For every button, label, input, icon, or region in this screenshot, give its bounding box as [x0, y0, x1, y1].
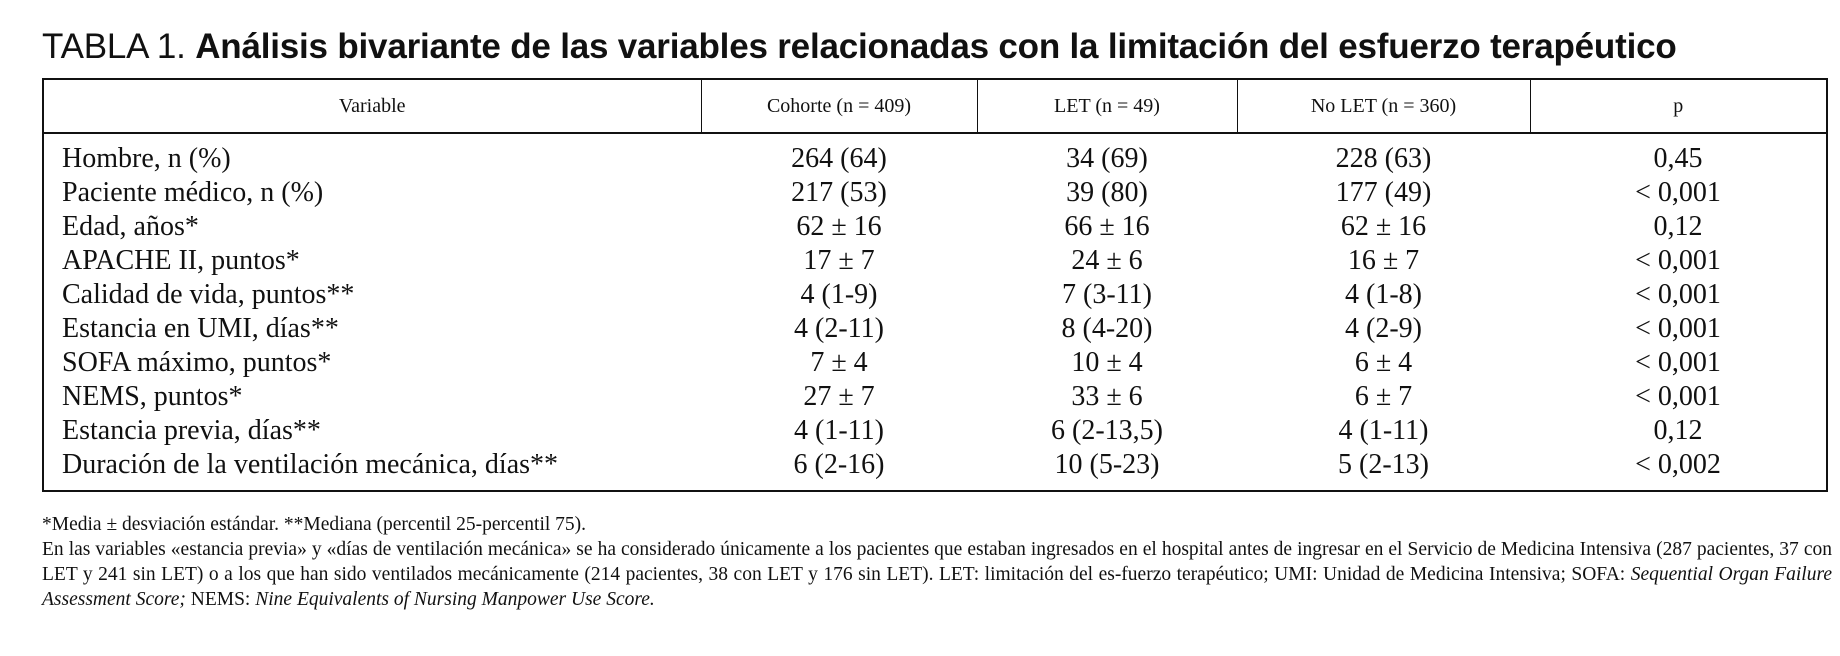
cell-p: < 0,001 [1635, 313, 1721, 344]
cell-p: < 0,001 [1635, 245, 1721, 276]
cell-let: 10 ± 4 [1071, 347, 1143, 378]
cell-p: 0,45 [1653, 143, 1703, 174]
document-page [42, 22, 1832, 612]
cell-cohorte: 217 (53) [791, 177, 887, 208]
cell-p: < 0,001 [1635, 347, 1721, 378]
cell-cohorte: 62 ± 16 [796, 211, 882, 242]
cell-let: 7 (3-11) [1062, 279, 1152, 310]
cell-variable: Duración de la ventilación mecánica, días** [62, 449, 559, 480]
header-cohorte: Cohorte (n = 409) [701, 80, 977, 133]
cell-let: 10 (5-23) [1054, 449, 1160, 480]
cell-no-let: 4 (1-8) [1345, 279, 1422, 310]
cell-cohorte: 17 ± 7 [803, 245, 875, 276]
cell-variable: Hombre, n (%) [62, 143, 231, 174]
cell-variable: Edad, años* [62, 211, 199, 242]
table-row [44, 210, 1826, 244]
table-title: Análisis bivariante de las variables relacionadas con la limitación del esfuerzo terapéutico [195, 27, 1677, 66]
header-row [44, 80, 1826, 133]
cell-no-let: 6 ± 7 [1354, 381, 1413, 412]
footnote-nems-term: Nine Equivalents of Nursing Manpower Use Score. [255, 589, 655, 610]
footnote-sofa-term: Sequential Organ Failure Assessment Score; [42, 564, 1832, 610]
cell-variable: Paciente médico, n (%) [62, 177, 324, 208]
table-footnotes [42, 512, 1832, 612]
table-caption [42, 22, 1828, 72]
cell-variable: Calidad de vida, puntos** [62, 279, 355, 310]
cell-no-let: 4 (2-9) [1345, 313, 1422, 344]
table-row [44, 414, 1826, 448]
cell-p: 0,12 [1653, 415, 1703, 446]
cell-let: 66 ± 16 [1064, 211, 1150, 242]
cell-variable: Estancia en UMI, días** [62, 313, 339, 344]
cell-cohorte: 4 (2-11) [794, 313, 884, 344]
footnote-text: En las variables «estancia previa» y «días de ventilación mecánica» se ha considerado únicamente a los pacientes que estaban ingresados en el hospital antes de ingresar en el Servicio de Medicina Intensiva (287 pacientes, 37 con LET y 241 sin LET) o a los que han sido ventilados mecánicamente (214 pacientes, 38 con LET y 176 sin LET). LET: limitación del es-fuerzo terapéutico; UMI: Unidad de Medicina Intensiva; SOFA: [42, 539, 1832, 585]
cell-cohorte: 264 (64) [791, 143, 887, 174]
cell-cohorte: 4 (1-9) [800, 279, 878, 310]
table-number-label: TABLA 1. [42, 27, 186, 66]
cell-let: 33 ± 6 [1071, 381, 1143, 412]
cell-no-let: 177 (49) [1335, 177, 1432, 208]
cell-let: 24 ± 6 [1071, 245, 1143, 276]
cell-no-let: 228 (63) [1335, 143, 1432, 174]
cell-cohorte: 27 ± 7 [803, 381, 875, 412]
cell-cohorte: 6 (2-16) [793, 449, 885, 480]
cell-p: < 0,001 [1635, 177, 1721, 208]
table-row [44, 380, 1826, 414]
table-row [44, 133, 1826, 176]
cell-cohorte: 7 ± 4 [810, 347, 868, 378]
table-row [44, 448, 1826, 490]
cell-let: 8 (4-20) [1061, 313, 1153, 344]
footnote-explanation [42, 537, 1832, 612]
cell-let: 34 (69) [1066, 143, 1148, 174]
table-row [44, 176, 1826, 210]
cell-variable: SOFA máximo, puntos* [62, 347, 332, 378]
header-let: LET (n = 49) [977, 80, 1237, 133]
data-table [44, 80, 1826, 490]
cell-no-let: 6 ± 4 [1354, 347, 1413, 378]
table-row [44, 346, 1826, 380]
header-p: p [1530, 80, 1826, 133]
cell-p: 0,12 [1653, 211, 1703, 242]
table-row [44, 278, 1826, 312]
footnote-statistics: *Media ± desviación estándar. **Mediana (percentil 25-percentil 75). [42, 514, 587, 535]
cell-no-let: 16 ± 7 [1347, 245, 1420, 276]
cell-no-let: 4 (1-11) [1338, 415, 1429, 446]
table-row [44, 312, 1826, 346]
table-row [44, 244, 1826, 278]
cell-variable: APACHE II, puntos* [62, 245, 300, 276]
cell-let: 39 (80) [1066, 177, 1148, 208]
cell-p: < 0,001 [1635, 279, 1721, 310]
table-frame [42, 78, 1828, 492]
cell-p: < 0,001 [1635, 381, 1721, 412]
header-no-let: No LET (n = 360) [1237, 80, 1530, 133]
cell-no-let: 62 ± 16 [1340, 211, 1427, 242]
header-variable: Variable [44, 80, 701, 133]
footnote-text-nems: NEMS: [185, 589, 256, 610]
cell-p: < 0,002 [1635, 449, 1721, 480]
cell-cohorte: 4 (1-11) [794, 415, 884, 446]
cell-variable: NEMS, puntos* [62, 381, 243, 412]
cell-no-let: 5 (2-13) [1338, 449, 1429, 480]
cell-let: 6 (2-13,5) [1051, 415, 1163, 446]
cell-variable: Estancia previa, días** [62, 415, 321, 446]
